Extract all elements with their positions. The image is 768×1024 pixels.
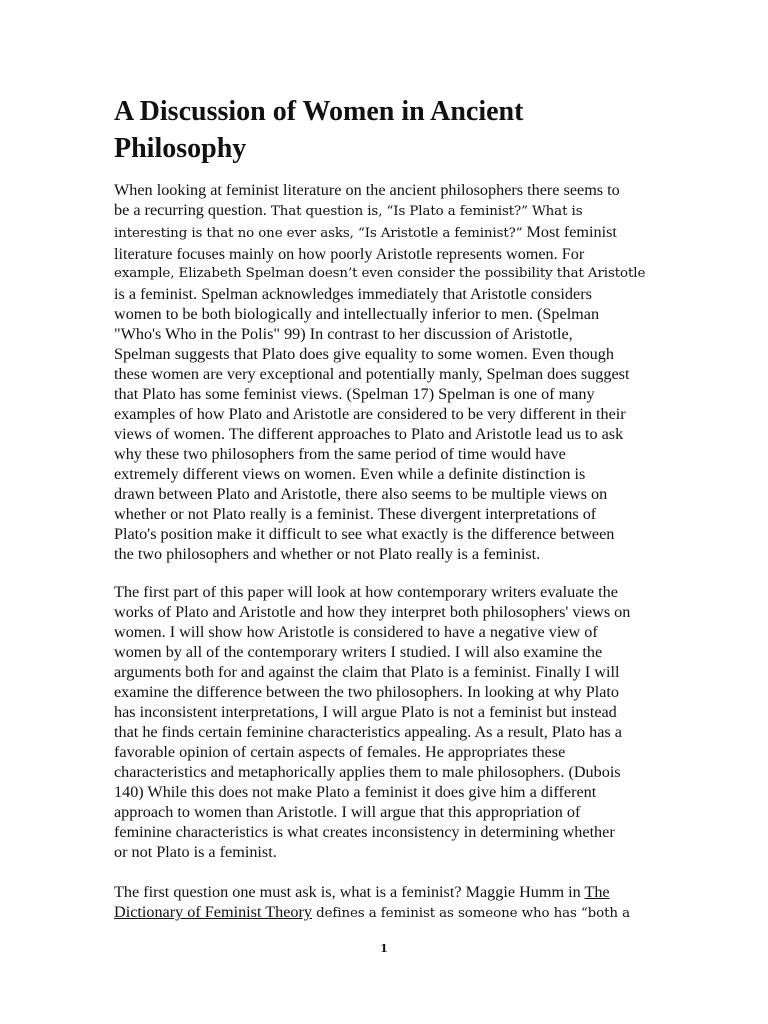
text-fragment: The first question one must ask is, what is a feminist? Maggie Humm in <box>114 883 585 901</box>
text-line: women. I will show how Aristotle is considered to have a negative view of <box>114 623 598 641</box>
text-line: example, Elizabeth Spelman doesn’t even consider the possibility that Aristotle <box>114 266 646 281</box>
text-line: works of Plato and Aristotle and how they interpret both philosophers' views on <box>114 603 631 621</box>
text-line: favorable opinion of certain aspects of females. He appropriates these <box>114 743 566 761</box>
text-line: why these two philosophers from the same period of time would have <box>114 445 566 463</box>
text-line: examples of how Plato and Aristotle are considered to be very different in their <box>114 405 626 423</box>
title-line-1: A Discussion of Women in Ancient <box>114 96 524 127</box>
text-line: feminine characteristics is what creates inconsistency in determining whether <box>114 823 615 841</box>
text-line: arguments both for and against the claim that Plato is a feminist. Finally I will <box>114 663 620 681</box>
page-number: 1 <box>380 942 388 955</box>
text-line <box>114 902 674 924</box>
text-line: literature focuses mainly on how poorly Aristotle represents women. For <box>114 245 585 263</box>
text-line: that Plato has some feminist views. (Spelman 17) Spelman is one of many <box>114 385 595 403</box>
text-line: Spelman suggests that Plato does give equality to some women. Even though <box>114 345 614 363</box>
text-line: characteristics and metaphorically applies them to male philosophers. (Dubois <box>114 763 621 781</box>
text-fragment: Most feminist <box>522 223 617 241</box>
paragraph-1 <box>114 180 674 564</box>
text-line: When looking at feminist literature on the ancient philosophers there seems to <box>114 181 620 199</box>
text-line: is a feminist. Spelman acknowledges immediately that Aristotle considers <box>114 285 592 303</box>
text-line <box>114 882 674 902</box>
text-line: whether or not Plato really is a feminist. These divergent interpretations of <box>114 505 597 523</box>
text-fragment: be a recurring question. <box>114 201 271 219</box>
text-line: women to be both biologically and intellectually inferior to men. (Spelman <box>114 305 600 323</box>
text-line: drawn between Plato and Aristotle, there also seems to be multiple views on <box>114 485 608 503</box>
text-line: approach to women than Aristotle. I will argue that this appropriation of <box>114 803 581 821</box>
text-line: the two philosophers and whether or not Plato really is a feminist. <box>114 545 541 563</box>
text-line: "Who's Who in the Polis" 99) In contrast to her discussion of Aristotle, <box>114 325 573 343</box>
text-line: The first part of this paper will look at how contemporary writers evaluate the <box>114 583 618 601</box>
text-line <box>114 222 674 244</box>
paragraph-2 <box>114 582 674 862</box>
paragraph-3 <box>114 882 674 924</box>
text-line: examine the difference between the two philosophers. In looking at why Plato <box>114 683 619 701</box>
text-line: Plato's position make it difficult to see what exactly is the difference between <box>114 525 615 543</box>
text-line: these women are very exceptional and potentially manly, Spelman does suggest <box>114 365 630 383</box>
text-line <box>114 200 674 222</box>
text-line: views of women. The different approaches to Plato and Aristotle lead us to ask <box>114 425 624 443</box>
text-line: or not Plato is a feminist. <box>114 843 277 861</box>
text-fragment: interesting is that no one ever asks, “Is Aristotle a feminist?” <box>114 226 523 241</box>
text-line: that he finds certain feminine characteristics appealing. As a result, Plato has a <box>114 723 622 741</box>
text-line: women by all of the contemporary writers I studied. I will also examine the <box>114 643 603 661</box>
text-fragment: That question is, “Is Plato a feminist?” What is <box>270 204 583 219</box>
text-line: extremely different views on women. Even while a definite distinction is <box>114 465 586 483</box>
book-title-link: Dictionary of Feminist Theory <box>114 903 312 921</box>
document-title <box>114 93 674 167</box>
title-line-2: Philosophy <box>114 133 247 164</box>
text-fragment: defines a feminist as someone who has “both a <box>311 906 630 921</box>
text-line: has inconsistent interpretations, I will argue Plato is not a feminist but instead <box>114 703 617 721</box>
text-line: 140) While this does not make Plato a feminist it does give him a different <box>114 783 597 801</box>
book-title-link: The <box>584 883 610 901</box>
